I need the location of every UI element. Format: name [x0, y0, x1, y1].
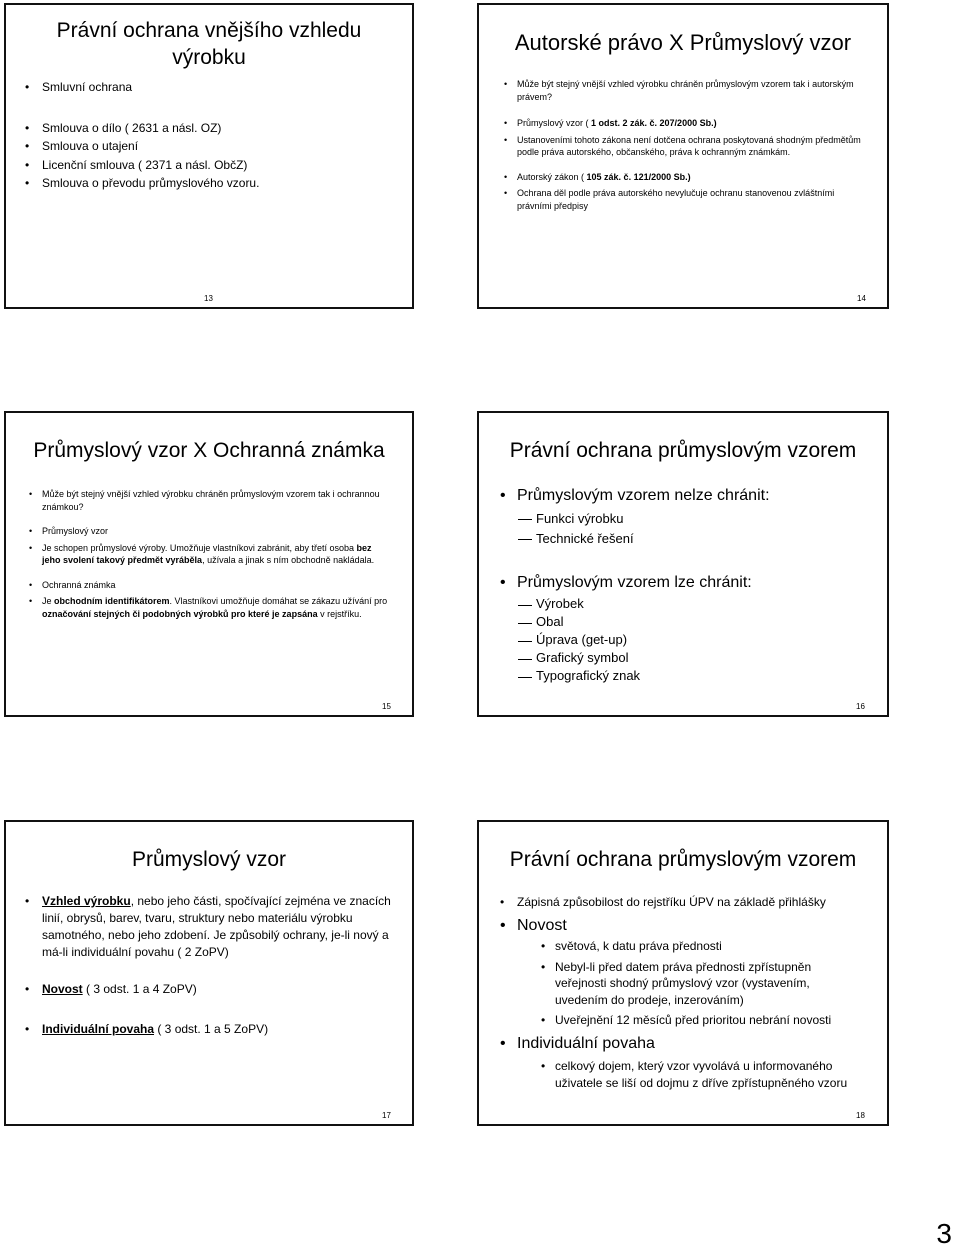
slide-16 — [477, 411, 889, 717]
slide-number: 14 — [857, 294, 866, 303]
list-item: • Novost ( 3 odst. 1 a 4 ZoPV) — [42, 981, 397, 998]
list-item: • Ustanoveními tohoto zákona není dotčena ochrana poskytovaná shodným předmětům podle práva autorského, občanského, práva k ochranným známkám. — [517, 134, 867, 159]
list-item: • Smlouva o převodu průmyslového vzoru. — [42, 175, 402, 192]
bullet-list — [42, 79, 402, 192]
slide-number: 18 — [856, 1111, 865, 1120]
bullet-list — [517, 486, 877, 506]
list-item: • Nebyl-li před datem práva přednosti zpřístupněn veřejnosti shodný průmyslový vzor (vystavením, uvedením do prodeje, inzerováním) — [555, 959, 865, 1009]
slide-17 — [4, 820, 414, 1126]
list-item: • Licenční smlouva ( 2371 a násl. ObčZ) — [42, 157, 402, 174]
bullet-list — [517, 78, 867, 212]
list-item: • Je schopen průmyslové výroby. Umožňuje vlastníkovi zabránit, aby třetí osoba bez jeho svolení takový předmět vyráběla, užívala a jinak s ním obchodně nakládala. — [42, 542, 392, 567]
bullet-list — [517, 573, 877, 593]
list-item: Typografický znak — [536, 667, 866, 685]
slide-18 — [477, 820, 889, 1126]
list-item: • Zápisná způsobilost do rejstříku ÚPV na základě přihlášky — [517, 894, 877, 911]
slide-15 — [4, 411, 414, 717]
list-item: • Smlouva o utajení — [42, 138, 402, 155]
slide-number: 16 — [856, 702, 865, 711]
list-item: • Průmyslový vzor ( 1 odst. 2 zák. č. 207/2000 Sb.) — [517, 117, 867, 130]
slide-number: 13 — [204, 294, 213, 303]
list-item: • Individuální povaha — [517, 1033, 877, 1055]
list-item: Grafický symbol — [536, 649, 866, 667]
bullet-list — [517, 1033, 877, 1055]
bullet-list — [517, 894, 877, 937]
list-item: Technické řešení — [536, 529, 866, 549]
list-item: • Je obchodním identifikátorem. Vlastníkovi umožňuje domáhat se zákazu užívání pro označování stejných či podobných výrobků pro které je zapsána v rejstříku. — [42, 595, 392, 620]
sub-list — [536, 509, 866, 549]
list-item: • světová, k datu práva přednosti — [555, 938, 865, 955]
slide-title: Právní ochrana průmyslovým vzorem — [509, 439, 857, 462]
list-item: • Vzhled výrobku, nebo jeho části, spočívající zejména ve znacích linií, obrysů, barev, tvaru, struktury nebo materiálu výrobku samotného, nebo jeho zdobení. Je způsobilý ochrany, je-li nový a má-li individuální povahu ( 2 ZoPV) — [42, 893, 397, 961]
list-item: • Ochrana děl podle práva autorského nevylučuje ochranu stanovenou zvláštními právními předpisy — [517, 187, 867, 212]
slide-number: 17 — [382, 1111, 391, 1120]
sub-list — [555, 938, 865, 1029]
slide-title: Průmyslový vzor — [131, 848, 287, 871]
list-item: • Individuální povaha ( 3 odst. 1 a 5 ZoPV) — [42, 1021, 397, 1038]
list-item: • Průmyslovým vzorem nelze chránit: — [517, 486, 877, 506]
page-number: 3 — [936, 1218, 952, 1249]
list-item: • Smluvní ochrana — [42, 79, 402, 96]
slide-14 — [477, 3, 889, 309]
list-item: Výrobek — [536, 595, 866, 613]
bullet-list — [42, 893, 397, 1037]
list-item: • Smlouva o dílo ( 2631 a násl. OZ) — [42, 120, 402, 137]
list-item: • Autorský zákon ( 105 zák. č. 121/2000 Sb.) — [517, 171, 867, 184]
slide-title: Právní ochrana průmyslovým vzorem — [509, 848, 857, 871]
list-item: • Může být stejný vnější vzhled výrobku chráněn průmyslovým vzorem tak i ochrannou známkou? — [42, 488, 392, 513]
list-item: • Může být stejný vnější vzhled výrobku chráněn průmyslovým vzorem tak i autorským právem? — [517, 78, 867, 103]
list-item: Funkci výrobku — [536, 509, 866, 529]
list-item: • Uveřejnění 12 měsíců před prioritou nebrání novosti — [555, 1012, 865, 1029]
list-item: • Ochranná známka — [42, 579, 392, 592]
bullet-list — [42, 488, 392, 620]
slide-title: Průmyslový vzor X Ochranná známka — [33, 439, 385, 462]
list-item: • Novost — [517, 915, 877, 937]
slide-13 — [4, 3, 414, 309]
slide-number: 15 — [382, 702, 391, 711]
list-item: Úprava (get-up) — [536, 631, 866, 649]
slide-title: Autorské právo X Průmyslový vzor — [514, 30, 852, 55]
list-item: • Průmyslový vzor — [42, 525, 392, 538]
list-item: • celkový dojem, který vzor vyvolává u informovaného uživatele se liší od dojmu z dříve zpřístupněného vzoru — [555, 1058, 875, 1091]
sub-list — [536, 595, 866, 685]
sub-list — [555, 1058, 875, 1091]
slide-title: Právní ochrana vnějšího vzhledu výrobku — [56, 19, 362, 69]
list-item: • Průmyslovým vzorem lze chránit: — [517, 573, 877, 593]
list-item: Obal — [536, 613, 866, 631]
